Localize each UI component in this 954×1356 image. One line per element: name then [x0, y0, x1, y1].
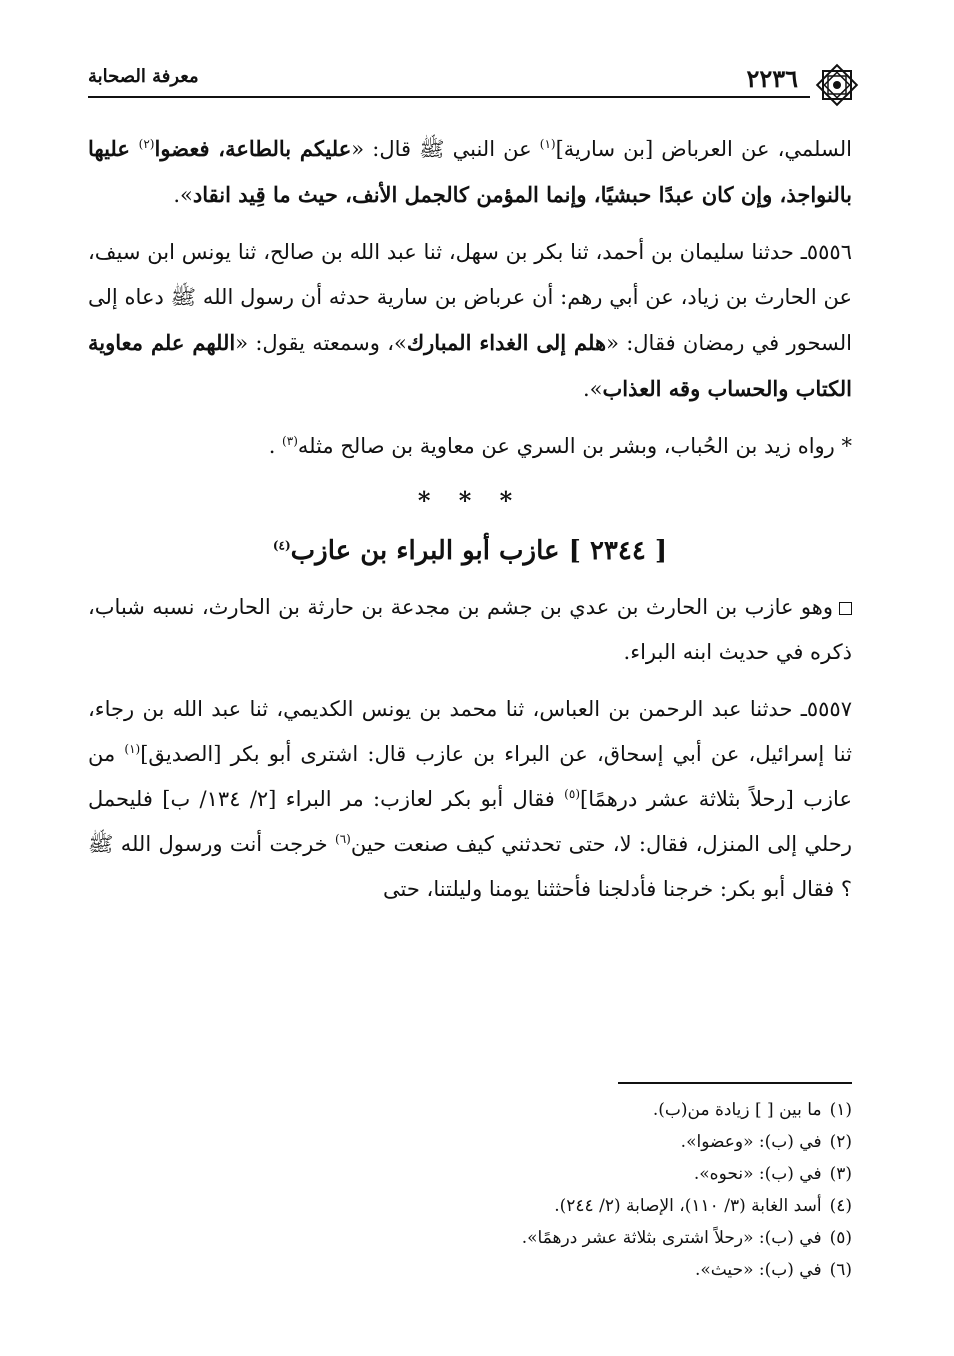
- text-segment: عليكم بالطاعة، فعضوا: [154, 136, 352, 161]
- section-title: [88, 523, 852, 579]
- footnote: [88, 1190, 852, 1222]
- footnote-ref: (١): [124, 742, 141, 756]
- footnote-text: في (ب): «رحلاً اشترى بثلاثة عشر درهمًا».: [521, 1228, 822, 1248]
- paragraph: [88, 687, 852, 912]
- footnote: [88, 1222, 852, 1254]
- page-number: ٢٢٣٦: [746, 64, 798, 93]
- page-header: [88, 58, 860, 98]
- footnote-text: أسد الغابة (٣/ ١١٠)، الإصابة (٢/ ٢٤٤).: [554, 1196, 822, 1216]
- section-separator: * * *: [417, 486, 523, 515]
- footnote-text: ما بين [ ] زيادة من(ب).: [652, 1100, 822, 1120]
- ornament-star-icon: [812, 60, 862, 110]
- text-segment: عن النبي ﷺ قال: «: [351, 137, 540, 161]
- paragraph-text: [88, 595, 852, 664]
- text-segment: خرجت أنت ورسول الله ﷺ ؟ فقال أبو بكر: خرجنا فأدلجنا فأحثثنا يومنا وليلتنا، حتى: [88, 832, 852, 901]
- footnote-number: (٢): [829, 1132, 852, 1152]
- text-segment: ».: [582, 377, 603, 401]
- footnote-number: (٣): [829, 1164, 852, 1184]
- paragraph: [88, 230, 852, 412]
- footnote-text: في (ب): «نحوه».: [693, 1164, 822, 1184]
- footnote: [88, 1126, 852, 1158]
- footnote-number: (٤): [829, 1196, 852, 1216]
- footnote-number: (٦): [829, 1260, 852, 1280]
- text-segment: ٥٥٥٦ـ حدثنا سليمان بن أحمد، ثنا بكر بن سهل، ثنا عبد الله بن صالح، ثنا يونس ابن سيف، عن الحارث بن زياد، عن أبي رهم: أن عرباض بن سارية حدثه أن رسول الله ﷺ دعاه إلى السحور في رمضان فقال: «: [88, 240, 852, 355]
- text-segment: * رواه زيد بن الحُباب، وبشر بن السري عن معاوية بن صالح مثله: [297, 434, 852, 458]
- text-segment: .: [268, 434, 283, 458]
- text-segment: اللهم علم معاوية الكتاب والحساب وقه العذاب: [88, 330, 852, 401]
- footnote-ref: (٥): [564, 787, 580, 801]
- header-divider: [88, 96, 810, 98]
- text-segment: ».: [173, 183, 193, 207]
- section-title-text: [ ٢٣٤٤ ] عازب أبو البراء بن عازب: [290, 536, 668, 566]
- footnote-ref: (٣): [282, 434, 298, 448]
- footnote-divider: [618, 1082, 852, 1084]
- paragraph: [88, 126, 852, 218]
- footnote-ref: (٤): [272, 538, 291, 553]
- footnote: [88, 1158, 852, 1190]
- book-title: معرفة الصحابة: [88, 66, 199, 87]
- text-segment: هلم إلى الغداء المبارك: [406, 330, 607, 355]
- text-segment: فقال أبو بكر لعازب: مر البراء [٢/ ١٣٤/ ب] فليحمل رحلي إلى المنزل، فقال: لا، حتى تحدثني كيف صنعت حين: [88, 787, 852, 856]
- text-segment: من عازب [رحلاً بثلاثة عشر درهمًا]: [88, 742, 852, 811]
- footnote-number: (٥): [829, 1228, 852, 1248]
- main-text: [88, 126, 852, 912]
- text-segment: وهو عازب بن الحارث بن عدي بن جشم بن مجدعة بن حارثة بن الحارث، نسبه شباب، ذكره في حديث ابنه البراء.: [88, 595, 852, 664]
- footnote: [88, 1094, 852, 1126]
- footnote-text: في (ب): «حيث».: [694, 1260, 822, 1280]
- footnote: [88, 1254, 852, 1286]
- footnote-ref: (١): [539, 137, 556, 151]
- text-segment: »، وسمعته يقول: «: [235, 331, 407, 355]
- footnote-text: في (ب): «وعضوا».: [680, 1132, 822, 1152]
- text-segment: السلمي، عن العرباض [بن سارية]: [555, 137, 852, 161]
- footnotes: [88, 1094, 852, 1286]
- footnote-number: (١): [829, 1100, 852, 1120]
- footnote-ref: (٢): [138, 137, 155, 151]
- footnote-ref: (٦): [335, 832, 351, 846]
- square-bullet-icon: [839, 602, 852, 615]
- paragraph: [88, 585, 852, 675]
- text-segment: عليها بالنواجذ، وإن كان عبدًا حبشيًا، وإنما المؤمن كالجمل الأنف، حيث ما قِيد انقاد: [88, 136, 852, 207]
- text-segment: ٥٥٥٧ـ حدثنا عبد الرحمن بن العباس، ثنا محمد بن يونس الكديمي، ثنا عبد الله بن رجاء، ثنا إسرائيل، عن أبي إسحاق، عن البراء بن عازب قال: اشترى أبو بكر [الصديق]: [88, 697, 852, 766]
- paragraph: [88, 424, 852, 469]
